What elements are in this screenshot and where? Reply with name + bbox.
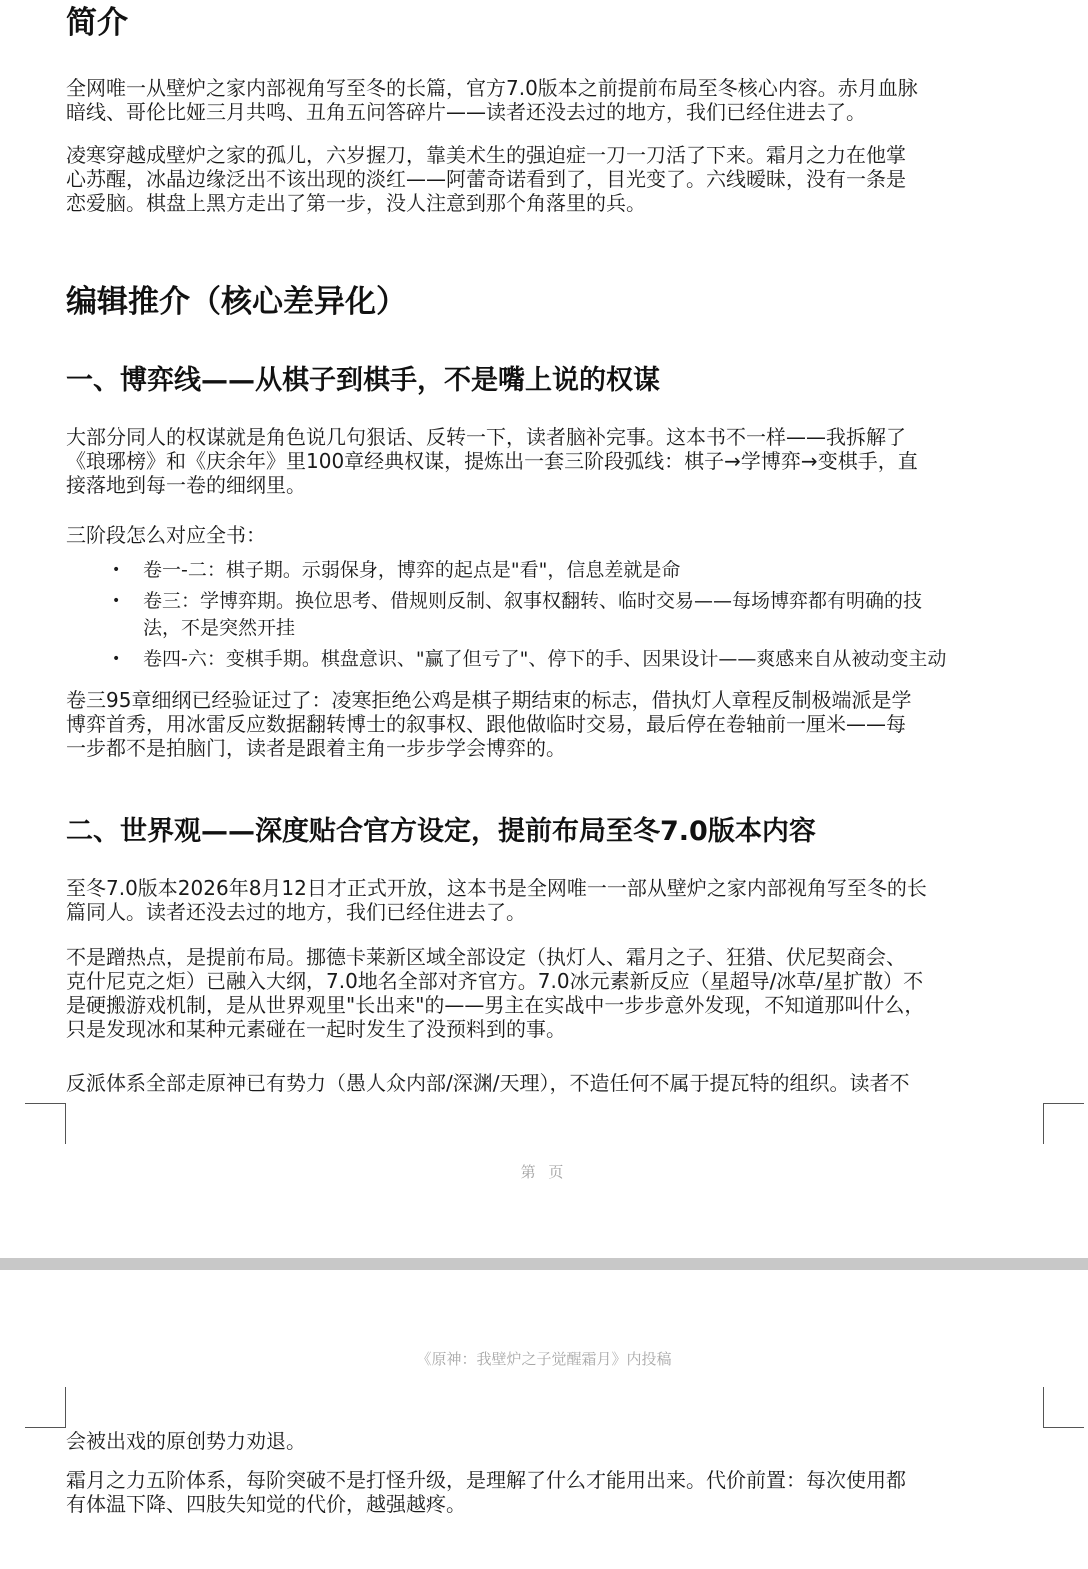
section-2-paragraph-1 bbox=[66, 876, 1046, 924]
section-2-paragraph-2 bbox=[66, 945, 1046, 1041]
page-separator bbox=[0, 1258, 1088, 1270]
crop-mark bbox=[1043, 1103, 1084, 1144]
bullet-text: 卷四-六：变棋手期。棋盘意识、"赢了但亏了"、停下的手、因果设计——爽感来自从被动变主动 bbox=[143, 648, 947, 670]
text-line: 暗线、哥伦比娅三月共鸣、丑角五问答碎片——读者还没去过的地方，我们已经住进去了。 bbox=[66, 100, 866, 124]
section-1-heading: 一、博弈线——从棋子到棋手，不是嘴上说的权谋 bbox=[66, 365, 660, 396]
page-header: 《原神：我壁炉之子觉醒霜月》内投稿 bbox=[416, 1350, 672, 1368]
text-line: 篇同人。读者还没去过的地方，我们已经住进去了。 bbox=[66, 900, 526, 924]
text-line: 至冬7.0版本2026年8月12日才正式开放，这本书是全网唯一一部从壁炉之家内部视角写至冬的长 bbox=[66, 876, 927, 900]
text-line: 是硬搬游戏机制，是从世界观里"长出来"的——男主在实战中一步步意外发现，不知道那叫什么， bbox=[66, 993, 925, 1017]
text-line: 接落地到每一卷的细纲里。 bbox=[66, 473, 306, 497]
intro-paragraph-2 bbox=[66, 143, 1046, 215]
section-2-heading: 二、世界观——深度贴合官方设定，提前布局至冬7.0版本内容 bbox=[66, 816, 816, 847]
section-1 bbox=[66, 361, 1046, 401]
intro-section bbox=[66, 0, 1046, 46]
continued-paragraph bbox=[66, 1429, 1046, 1453]
section-2-paragraph-3 bbox=[66, 1071, 1046, 1095]
text-line: 博弈首秀，用冰雷反应数据翻转博士的叙事权、跟他做临时交易，最后停在卷轴前一厘米——每 bbox=[66, 712, 906, 736]
section-1-paragraph-1 bbox=[66, 425, 1046, 497]
text-line: 恋爱脑。棋盘上黑方走出了第一步，没人注意到那个角落里的兵。 bbox=[66, 191, 646, 215]
bullet-text: 卷一-二：棋子期。示弱保身，博弈的起点是"看"，信息差就是命 bbox=[143, 559, 681, 581]
text-line: 不是蹭热点，是提前布局。挪德卡莱新区域全部设定（执灯人、霜月之子、狂猎、伏尼契商会、 bbox=[66, 945, 906, 969]
text-line: 大部分同人的权谋就是角色说几句狠话、反转一下，读者脑补完事。这本书不一样——我拆解了 bbox=[66, 425, 906, 449]
text-line: 《琅琊榜》和《庆余年》里100章经典权谋，提炼出一套三阶段弧线：棋子→学博弈→变棋手，直 bbox=[66, 449, 918, 473]
section-1-paragraph-3 bbox=[66, 688, 1046, 760]
text-line: 卷三95章细纲已经验证过了：凌寒拒绝公鸡是棋子期结束的标志，借执灯人章程反制极端派是学 bbox=[66, 688, 912, 712]
list-item bbox=[66, 588, 1046, 642]
text-line: 克什尼克之炬）已融入大纲，7.0地名全部对齐官方。7.0冰元素新反应（星超导/冰草/星扩散）不 bbox=[66, 969, 924, 993]
text-line: 只是发现冰和某种元素碰在一起时发生了没预料到的事。 bbox=[66, 1017, 566, 1041]
list-item bbox=[66, 557, 1046, 584]
section-2 bbox=[66, 812, 1046, 852]
section-1-paragraph-2 bbox=[66, 523, 1046, 547]
text-line: 一步都不是拍脑门，读者是跟着主角一步步学会博弈的。 bbox=[66, 736, 566, 760]
bullet-text: 卷三：学博弈期。换位思考、借规则反制、叙事权翻转、临时交易——每场博弈都有明确的技 bbox=[143, 590, 923, 612]
text-line: 有体温下降、四肢失知觉的代价，越强越疼。 bbox=[66, 1492, 466, 1516]
page-footer: 第 页 bbox=[520, 1163, 568, 1181]
document-page-2 bbox=[0, 1270, 1088, 1569]
text-line: 心苏醒，冰晶边缘泛出不该出现的淡红——阿蕾奇诺看到了，目光变了。六线暧昧，没有一条是 bbox=[66, 167, 906, 191]
text-line: 反派体系全部走原神已有势力（愚人众内部/深渊/天理），不造任何不属于提瓦特的组织。读者不 bbox=[66, 1071, 910, 1095]
crop-mark bbox=[25, 1103, 66, 1144]
bullet-text: 法，不是突然开挂 bbox=[143, 617, 296, 639]
editor-section bbox=[66, 279, 1046, 325]
text-line: 全网唯一从壁炉之家内部视角写至冬的长篇，官方7.0版本之前提前布局至冬核心内容。赤月血脉 bbox=[66, 76, 918, 100]
list-item bbox=[66, 646, 1046, 673]
crop-mark bbox=[1043, 1387, 1084, 1428]
stage-bullet-list bbox=[66, 557, 1046, 673]
text-line: 凌寒穿越成壁炉之家的孤儿，六岁握刀，靠美术生的强迫症一刀一刀活了下来。霜月之力在他掌 bbox=[66, 143, 906, 167]
frost-power-paragraph bbox=[66, 1468, 1046, 1516]
editor-heading: 编辑推介（核心差异化） bbox=[66, 284, 407, 320]
intro-heading: 简介 bbox=[66, 5, 128, 41]
text-line: 三阶段怎么对应全书： bbox=[66, 523, 266, 547]
intro-paragraph-1 bbox=[66, 76, 1046, 124]
crop-mark bbox=[25, 1387, 66, 1428]
text-line: 会被出戏的原创势力劝退。 bbox=[66, 1429, 306, 1453]
text-line: 霜月之力五阶体系，每阶突破不是打怪升级，是理解了什么才能用出来。代价前置：每次使用都 bbox=[66, 1468, 906, 1492]
